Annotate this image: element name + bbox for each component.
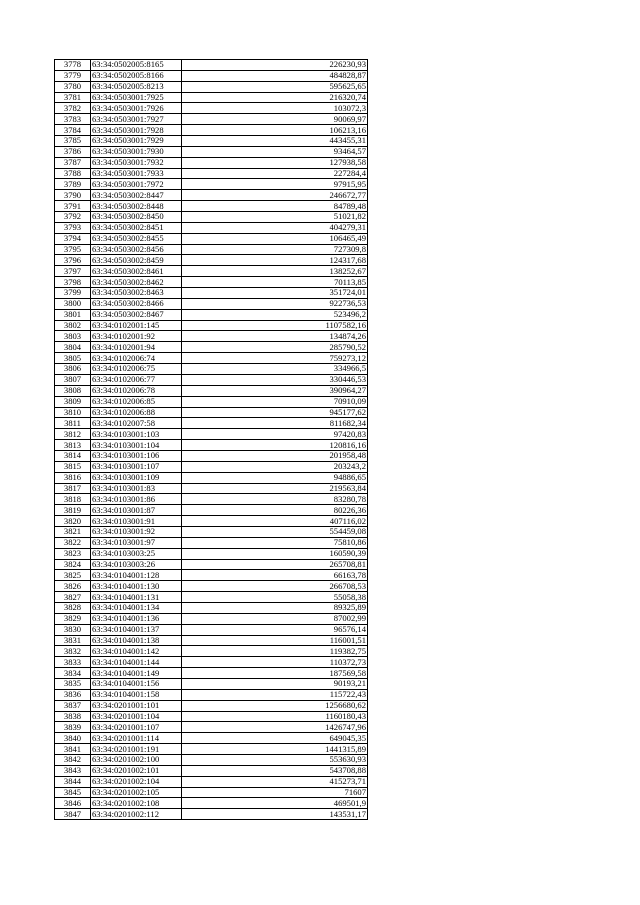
value-cell: 187569,58 bbox=[182, 668, 368, 679]
value-cell: 93464,57 bbox=[182, 146, 368, 157]
table-row bbox=[55, 755, 368, 766]
value-cell: 87002,99 bbox=[182, 613, 368, 624]
row-number-cell: 3795 bbox=[55, 244, 91, 255]
row-number-cell: 3809 bbox=[55, 396, 91, 407]
row-number-cell: 3838 bbox=[55, 711, 91, 722]
table-row bbox=[55, 613, 368, 624]
value-cell: 265708,81 bbox=[182, 559, 368, 570]
row-number-cell: 3778 bbox=[55, 60, 91, 71]
value-cell: 404279,31 bbox=[182, 222, 368, 233]
row-number-cell: 3827 bbox=[55, 592, 91, 603]
row-number-cell: 3834 bbox=[55, 668, 91, 679]
table-row bbox=[55, 136, 368, 147]
cadastral-number-cell: 63:34:0503001:7972 bbox=[91, 179, 182, 190]
cadastral-number-cell: 63:34:0104001:156 bbox=[91, 678, 182, 689]
table-row bbox=[55, 168, 368, 179]
value-cell: 106213,16 bbox=[182, 125, 368, 136]
row-number-cell: 3832 bbox=[55, 646, 91, 657]
cadastral-number-cell: 63:34:0503002:8455 bbox=[91, 233, 182, 244]
cadastral-number-cell: 63:34:0103001:92 bbox=[91, 526, 182, 537]
row-number-cell: 3843 bbox=[55, 765, 91, 776]
row-number-cell: 3802 bbox=[55, 320, 91, 331]
table-row bbox=[55, 516, 368, 527]
cadastral-number-cell: 63:34:0503002:8461 bbox=[91, 266, 182, 277]
value-cell: 84789,48 bbox=[182, 201, 368, 212]
value-cell: 484828,87 bbox=[182, 70, 368, 81]
table-row bbox=[55, 798, 368, 809]
table-row bbox=[55, 787, 368, 798]
table-row bbox=[55, 385, 368, 396]
value-cell: 201958,48 bbox=[182, 450, 368, 461]
cadastral-number-cell: 63:34:0103003:26 bbox=[91, 559, 182, 570]
cadastral-number-cell: 63:34:0201001:107 bbox=[91, 722, 182, 733]
value-cell: 203243,2 bbox=[182, 461, 368, 472]
value-cell: 1160180,43 bbox=[182, 711, 368, 722]
table-row bbox=[55, 646, 368, 657]
table-row bbox=[55, 570, 368, 581]
value-cell: 415273,71 bbox=[182, 776, 368, 787]
row-number-cell: 3781 bbox=[55, 92, 91, 103]
value-cell: 71607 bbox=[182, 787, 368, 798]
table-row bbox=[55, 809, 368, 820]
row-number-cell: 3792 bbox=[55, 212, 91, 223]
value-cell: 119382,75 bbox=[182, 646, 368, 657]
row-number-cell: 3782 bbox=[55, 103, 91, 114]
cadastral-number-cell: 63:34:0503001:7932 bbox=[91, 157, 182, 168]
cadastral-number-cell: 63:34:0102006:77 bbox=[91, 374, 182, 385]
value-cell: 66163,78 bbox=[182, 570, 368, 581]
value-cell: 134874,26 bbox=[182, 331, 368, 342]
table-row bbox=[55, 233, 368, 244]
cadastral-number-cell: 63:34:0201002:100 bbox=[91, 755, 182, 766]
table-row bbox=[55, 298, 368, 309]
table-row bbox=[55, 581, 368, 592]
cadastral-number-cell: 63:34:0503002:8450 bbox=[91, 212, 182, 223]
cadastral-number-cell: 63:34:0502005:8166 bbox=[91, 70, 182, 81]
cadastral-number-cell: 63:34:0102001:92 bbox=[91, 331, 182, 342]
value-cell: 96576,14 bbox=[182, 624, 368, 635]
cadastral-number-cell: 63:34:0103001:87 bbox=[91, 505, 182, 516]
row-number-cell: 3833 bbox=[55, 657, 91, 668]
value-cell: 110372,73 bbox=[182, 657, 368, 668]
row-number-cell: 3841 bbox=[55, 744, 91, 755]
cadastral-number-cell: 63:34:0104001:136 bbox=[91, 613, 182, 624]
row-number-cell: 3842 bbox=[55, 755, 91, 766]
row-number-cell: 3814 bbox=[55, 450, 91, 461]
table-row bbox=[55, 689, 368, 700]
cadastral-number-cell: 63:34:0104001:131 bbox=[91, 592, 182, 603]
value-cell: 226230,93 bbox=[182, 60, 368, 71]
value-cell: 160590,39 bbox=[182, 548, 368, 559]
cadastral-number-cell: 63:34:0103001:86 bbox=[91, 494, 182, 505]
row-number-cell: 3812 bbox=[55, 429, 91, 440]
table-row bbox=[55, 537, 368, 548]
value-cell: 90193,21 bbox=[182, 678, 368, 689]
row-number-cell: 3786 bbox=[55, 146, 91, 157]
value-cell: 945177,62 bbox=[182, 407, 368, 418]
cadastral-number-cell: 63:34:0103001:109 bbox=[91, 472, 182, 483]
table-row bbox=[55, 331, 368, 342]
value-cell: 89325,89 bbox=[182, 602, 368, 613]
cadastral-number-cell: 63:34:0503001:7926 bbox=[91, 103, 182, 114]
value-cell: 443455,31 bbox=[182, 136, 368, 147]
cadastral-number-cell: 63:34:0103001:104 bbox=[91, 440, 182, 451]
row-number-cell: 3825 bbox=[55, 570, 91, 581]
table-row bbox=[55, 624, 368, 635]
table-row bbox=[55, 700, 368, 711]
value-cell: 116001,51 bbox=[182, 635, 368, 646]
value-cell: 90069,97 bbox=[182, 114, 368, 125]
table-row bbox=[55, 505, 368, 516]
row-number-cell: 3780 bbox=[55, 81, 91, 92]
cadastral-number-cell: 63:34:0503002:8467 bbox=[91, 309, 182, 320]
row-number-cell: 3779 bbox=[55, 70, 91, 81]
row-number-cell: 3789 bbox=[55, 179, 91, 190]
value-cell: 922736,53 bbox=[182, 298, 368, 309]
row-number-cell: 3800 bbox=[55, 298, 91, 309]
table-row bbox=[55, 711, 368, 722]
row-number-cell: 3794 bbox=[55, 233, 91, 244]
cadastral-number-cell: 63:34:0503001:7925 bbox=[91, 92, 182, 103]
table-row bbox=[55, 765, 368, 776]
cadastral-number-cell: 63:34:0104001:130 bbox=[91, 581, 182, 592]
table-row bbox=[55, 396, 368, 407]
value-cell: 351724,01 bbox=[182, 288, 368, 299]
cadastral-number-cell: 63:34:0102006:85 bbox=[91, 396, 182, 407]
cadastral-number-cell: 63:34:0102001:145 bbox=[91, 320, 182, 331]
table-row bbox=[55, 635, 368, 646]
row-number-cell: 3835 bbox=[55, 678, 91, 689]
table-row bbox=[55, 483, 368, 494]
row-number-cell: 3845 bbox=[55, 787, 91, 798]
cadastral-number-cell: 63:34:0102006:75 bbox=[91, 364, 182, 375]
table-row bbox=[55, 179, 368, 190]
value-cell: 227284,4 bbox=[182, 168, 368, 179]
value-cell: 219563,84 bbox=[182, 483, 368, 494]
row-number-cell: 3788 bbox=[55, 168, 91, 179]
table-body bbox=[55, 60, 368, 820]
row-number-cell: 3829 bbox=[55, 613, 91, 624]
cadastral-number-cell: 63:34:0104001:158 bbox=[91, 689, 182, 700]
cadastral-number-cell: 63:34:0103001:91 bbox=[91, 516, 182, 527]
value-cell: 811682,34 bbox=[182, 418, 368, 429]
cadastral-number-cell: 63:34:0503001:7933 bbox=[91, 168, 182, 179]
table-row bbox=[55, 125, 368, 136]
value-cell: 97915,95 bbox=[182, 179, 368, 190]
value-cell: 70910,09 bbox=[182, 396, 368, 407]
table-row bbox=[55, 776, 368, 787]
cadastral-number-cell: 63:34:0102007:58 bbox=[91, 418, 182, 429]
cadastral-number-cell: 63:34:0104001:142 bbox=[91, 646, 182, 657]
row-number-cell: 3811 bbox=[55, 418, 91, 429]
row-number-cell: 3807 bbox=[55, 374, 91, 385]
cadastral-number-cell: 63:34:0103001:83 bbox=[91, 483, 182, 494]
table-row bbox=[55, 722, 368, 733]
cadastral-number-cell: 63:34:0503002:8448 bbox=[91, 201, 182, 212]
value-cell: 1107582,16 bbox=[182, 320, 368, 331]
row-number-cell: 3826 bbox=[55, 581, 91, 592]
value-cell: 246672,77 bbox=[182, 190, 368, 201]
value-cell: 70113,85 bbox=[182, 277, 368, 288]
table-row bbox=[55, 342, 368, 353]
cadastral-number-cell: 63:34:0201001:114 bbox=[91, 733, 182, 744]
table-row bbox=[55, 92, 368, 103]
value-cell: 55058,38 bbox=[182, 592, 368, 603]
value-cell: 94886,65 bbox=[182, 472, 368, 483]
cadastral-number-cell: 63:34:0201002:108 bbox=[91, 798, 182, 809]
table-row bbox=[55, 277, 368, 288]
table-row bbox=[55, 81, 368, 92]
value-cell: 554459,08 bbox=[182, 526, 368, 537]
table-row bbox=[55, 602, 368, 613]
cadastral-number-cell: 63:34:0103003:25 bbox=[91, 548, 182, 559]
cadastral-number-cell: 63:34:0104001:149 bbox=[91, 668, 182, 679]
table-row bbox=[55, 678, 368, 689]
row-number-cell: 3816 bbox=[55, 472, 91, 483]
value-cell: 103072,3 bbox=[182, 103, 368, 114]
cadastral-number-cell: 63:34:0103001:97 bbox=[91, 537, 182, 548]
cadastral-number-cell: 63:34:0102006:74 bbox=[91, 353, 182, 364]
cadastral-number-cell: 63:34:0503001:7929 bbox=[91, 136, 182, 147]
cadastral-number-cell: 63:34:0201002:105 bbox=[91, 787, 182, 798]
row-number-cell: 3783 bbox=[55, 114, 91, 125]
value-cell: 595625,65 bbox=[182, 81, 368, 92]
row-number-cell: 3831 bbox=[55, 635, 91, 646]
row-number-cell: 3810 bbox=[55, 407, 91, 418]
row-number-cell: 3830 bbox=[55, 624, 91, 635]
row-number-cell: 3790 bbox=[55, 190, 91, 201]
cadastral-number-cell: 63:34:0201002:101 bbox=[91, 765, 182, 776]
row-number-cell: 3787 bbox=[55, 157, 91, 168]
table-row bbox=[55, 440, 368, 451]
value-cell: 330446,53 bbox=[182, 374, 368, 385]
value-cell: 1441315,89 bbox=[182, 744, 368, 755]
row-number-cell: 3805 bbox=[55, 353, 91, 364]
row-number-cell: 3840 bbox=[55, 733, 91, 744]
row-number-cell: 3828 bbox=[55, 602, 91, 613]
value-cell: 266708,53 bbox=[182, 581, 368, 592]
cadastral-number-cell: 63:34:0201001:191 bbox=[91, 744, 182, 755]
value-cell: 285790,52 bbox=[182, 342, 368, 353]
cadastral-number-cell: 63:34:0503002:8466 bbox=[91, 298, 182, 309]
row-number-cell: 3847 bbox=[55, 809, 91, 820]
cadastral-number-cell: 63:34:0503002:8451 bbox=[91, 222, 182, 233]
table-row bbox=[55, 70, 368, 81]
table-row bbox=[55, 668, 368, 679]
row-number-cell: 3798 bbox=[55, 277, 91, 288]
row-number-cell: 3836 bbox=[55, 689, 91, 700]
value-cell: 115722,43 bbox=[182, 689, 368, 700]
table-row bbox=[55, 374, 368, 385]
cadastral-number-cell: 63:34:0104001:138 bbox=[91, 635, 182, 646]
row-number-cell: 3797 bbox=[55, 266, 91, 277]
row-number-cell: 3818 bbox=[55, 494, 91, 505]
row-number-cell: 3824 bbox=[55, 559, 91, 570]
value-cell: 97420,83 bbox=[182, 429, 368, 440]
table-row bbox=[55, 733, 368, 744]
table-row bbox=[55, 190, 368, 201]
row-number-cell: 3821 bbox=[55, 526, 91, 537]
cadastral-number-cell: 63:34:0503001:7930 bbox=[91, 146, 182, 157]
cadastral-number-cell: 63:34:0503001:7927 bbox=[91, 114, 182, 125]
cadastral-number-cell: 63:34:0104001:128 bbox=[91, 570, 182, 581]
table-row bbox=[55, 657, 368, 668]
cadastral-number-cell: 63:34:0503002:8459 bbox=[91, 255, 182, 266]
table-row bbox=[55, 201, 368, 212]
row-number-cell: 3804 bbox=[55, 342, 91, 353]
row-number-cell: 3806 bbox=[55, 364, 91, 375]
row-number-cell: 3791 bbox=[55, 201, 91, 212]
row-number-cell: 3820 bbox=[55, 516, 91, 527]
table-row bbox=[55, 364, 368, 375]
cadastral-number-cell: 63:34:0102001:94 bbox=[91, 342, 182, 353]
value-cell: 469501,9 bbox=[182, 798, 368, 809]
value-cell: 553630,93 bbox=[182, 755, 368, 766]
table-row bbox=[55, 559, 368, 570]
row-number-cell: 3837 bbox=[55, 700, 91, 711]
value-cell: 143531,17 bbox=[182, 809, 368, 820]
table-row bbox=[55, 114, 368, 125]
table-row bbox=[55, 60, 368, 71]
cadastral-number-cell: 63:34:0502005:8165 bbox=[91, 60, 182, 71]
row-number-cell: 3844 bbox=[55, 776, 91, 787]
table-row bbox=[55, 288, 368, 299]
table-row bbox=[55, 429, 368, 440]
table-row bbox=[55, 320, 368, 331]
row-number-cell: 3823 bbox=[55, 548, 91, 559]
row-number-cell: 3799 bbox=[55, 288, 91, 299]
value-cell: 138252,67 bbox=[182, 266, 368, 277]
table-row bbox=[55, 244, 368, 255]
cadastral-number-cell: 63:34:0103001:107 bbox=[91, 461, 182, 472]
row-number-cell: 3819 bbox=[55, 505, 91, 516]
value-cell: 124317,68 bbox=[182, 255, 368, 266]
value-cell: 407116,02 bbox=[182, 516, 368, 527]
cadastral-number-cell: 63:34:0104001:134 bbox=[91, 602, 182, 613]
table-row bbox=[55, 266, 368, 277]
value-cell: 120816,16 bbox=[182, 440, 368, 451]
table-row bbox=[55, 353, 368, 364]
table-row bbox=[55, 309, 368, 320]
table-row bbox=[55, 526, 368, 537]
table-row bbox=[55, 212, 368, 223]
value-cell: 83280,78 bbox=[182, 494, 368, 505]
cadastral-number-cell: 63:34:0201002:112 bbox=[91, 809, 182, 820]
cadastral-number-cell: 63:34:0102006:78 bbox=[91, 385, 182, 396]
value-cell: 75810,86 bbox=[182, 537, 368, 548]
table-row bbox=[55, 255, 368, 266]
value-cell: 1426747,96 bbox=[182, 722, 368, 733]
value-cell: 727309,8 bbox=[182, 244, 368, 255]
cadastral-number-cell: 63:34:0201002:104 bbox=[91, 776, 182, 787]
cadastral-number-cell: 63:34:0201001:104 bbox=[91, 711, 182, 722]
value-cell: 523496,2 bbox=[182, 309, 368, 320]
cadastral-number-cell: 63:34:0503002:8462 bbox=[91, 277, 182, 288]
value-cell: 80226,36 bbox=[182, 505, 368, 516]
cadastral-number-cell: 63:34:0103001:106 bbox=[91, 450, 182, 461]
value-cell: 649045,35 bbox=[182, 733, 368, 744]
value-cell: 51021,82 bbox=[182, 212, 368, 223]
table-row bbox=[55, 450, 368, 461]
cadastral-number-cell: 63:34:0201001:101 bbox=[91, 700, 182, 711]
cadastral-number-cell: 63:34:0104001:144 bbox=[91, 657, 182, 668]
table-row bbox=[55, 494, 368, 505]
table-row bbox=[55, 472, 368, 483]
row-number-cell: 3808 bbox=[55, 385, 91, 396]
value-cell: 1256680,62 bbox=[182, 700, 368, 711]
cadastral-number-cell: 63:34:0503002:8463 bbox=[91, 288, 182, 299]
table-row bbox=[55, 418, 368, 429]
cadastral-value-table bbox=[54, 59, 368, 820]
row-number-cell: 3793 bbox=[55, 222, 91, 233]
value-cell: 390964,27 bbox=[182, 385, 368, 396]
row-number-cell: 3813 bbox=[55, 440, 91, 451]
row-number-cell: 3803 bbox=[55, 331, 91, 342]
value-cell: 127938,58 bbox=[182, 157, 368, 168]
row-number-cell: 3815 bbox=[55, 461, 91, 472]
table-row bbox=[55, 146, 368, 157]
row-number-cell: 3846 bbox=[55, 798, 91, 809]
table-row bbox=[55, 407, 368, 418]
row-number-cell: 3784 bbox=[55, 125, 91, 136]
value-cell: 759273,12 bbox=[182, 353, 368, 364]
cadastral-number-cell: 63:34:0502005:8213 bbox=[91, 81, 182, 92]
row-number-cell: 3801 bbox=[55, 309, 91, 320]
value-cell: 334966,5 bbox=[182, 364, 368, 375]
cadastral-number-cell: 63:34:0104001:137 bbox=[91, 624, 182, 635]
value-cell: 216320,74 bbox=[182, 92, 368, 103]
cadastral-number-cell: 63:34:0503002:8447 bbox=[91, 190, 182, 201]
row-number-cell: 3822 bbox=[55, 537, 91, 548]
table-row bbox=[55, 222, 368, 233]
row-number-cell: 3796 bbox=[55, 255, 91, 266]
table-row bbox=[55, 103, 368, 114]
cadastral-number-cell: 63:34:0103001:103 bbox=[91, 429, 182, 440]
row-number-cell: 3839 bbox=[55, 722, 91, 733]
table-row bbox=[55, 157, 368, 168]
row-number-cell: 3785 bbox=[55, 136, 91, 147]
table-row bbox=[55, 548, 368, 559]
cadastral-number-cell: 63:34:0503001:7928 bbox=[91, 125, 182, 136]
cadastral-number-cell: 63:34:0503002:8456 bbox=[91, 244, 182, 255]
row-number-cell: 3817 bbox=[55, 483, 91, 494]
value-cell: 543708,88 bbox=[182, 765, 368, 776]
value-cell: 106465,49 bbox=[182, 233, 368, 244]
cadastral-number-cell: 63:34:0102006:88 bbox=[91, 407, 182, 418]
table-row bbox=[55, 744, 368, 755]
table-row bbox=[55, 461, 368, 472]
table-row bbox=[55, 592, 368, 603]
